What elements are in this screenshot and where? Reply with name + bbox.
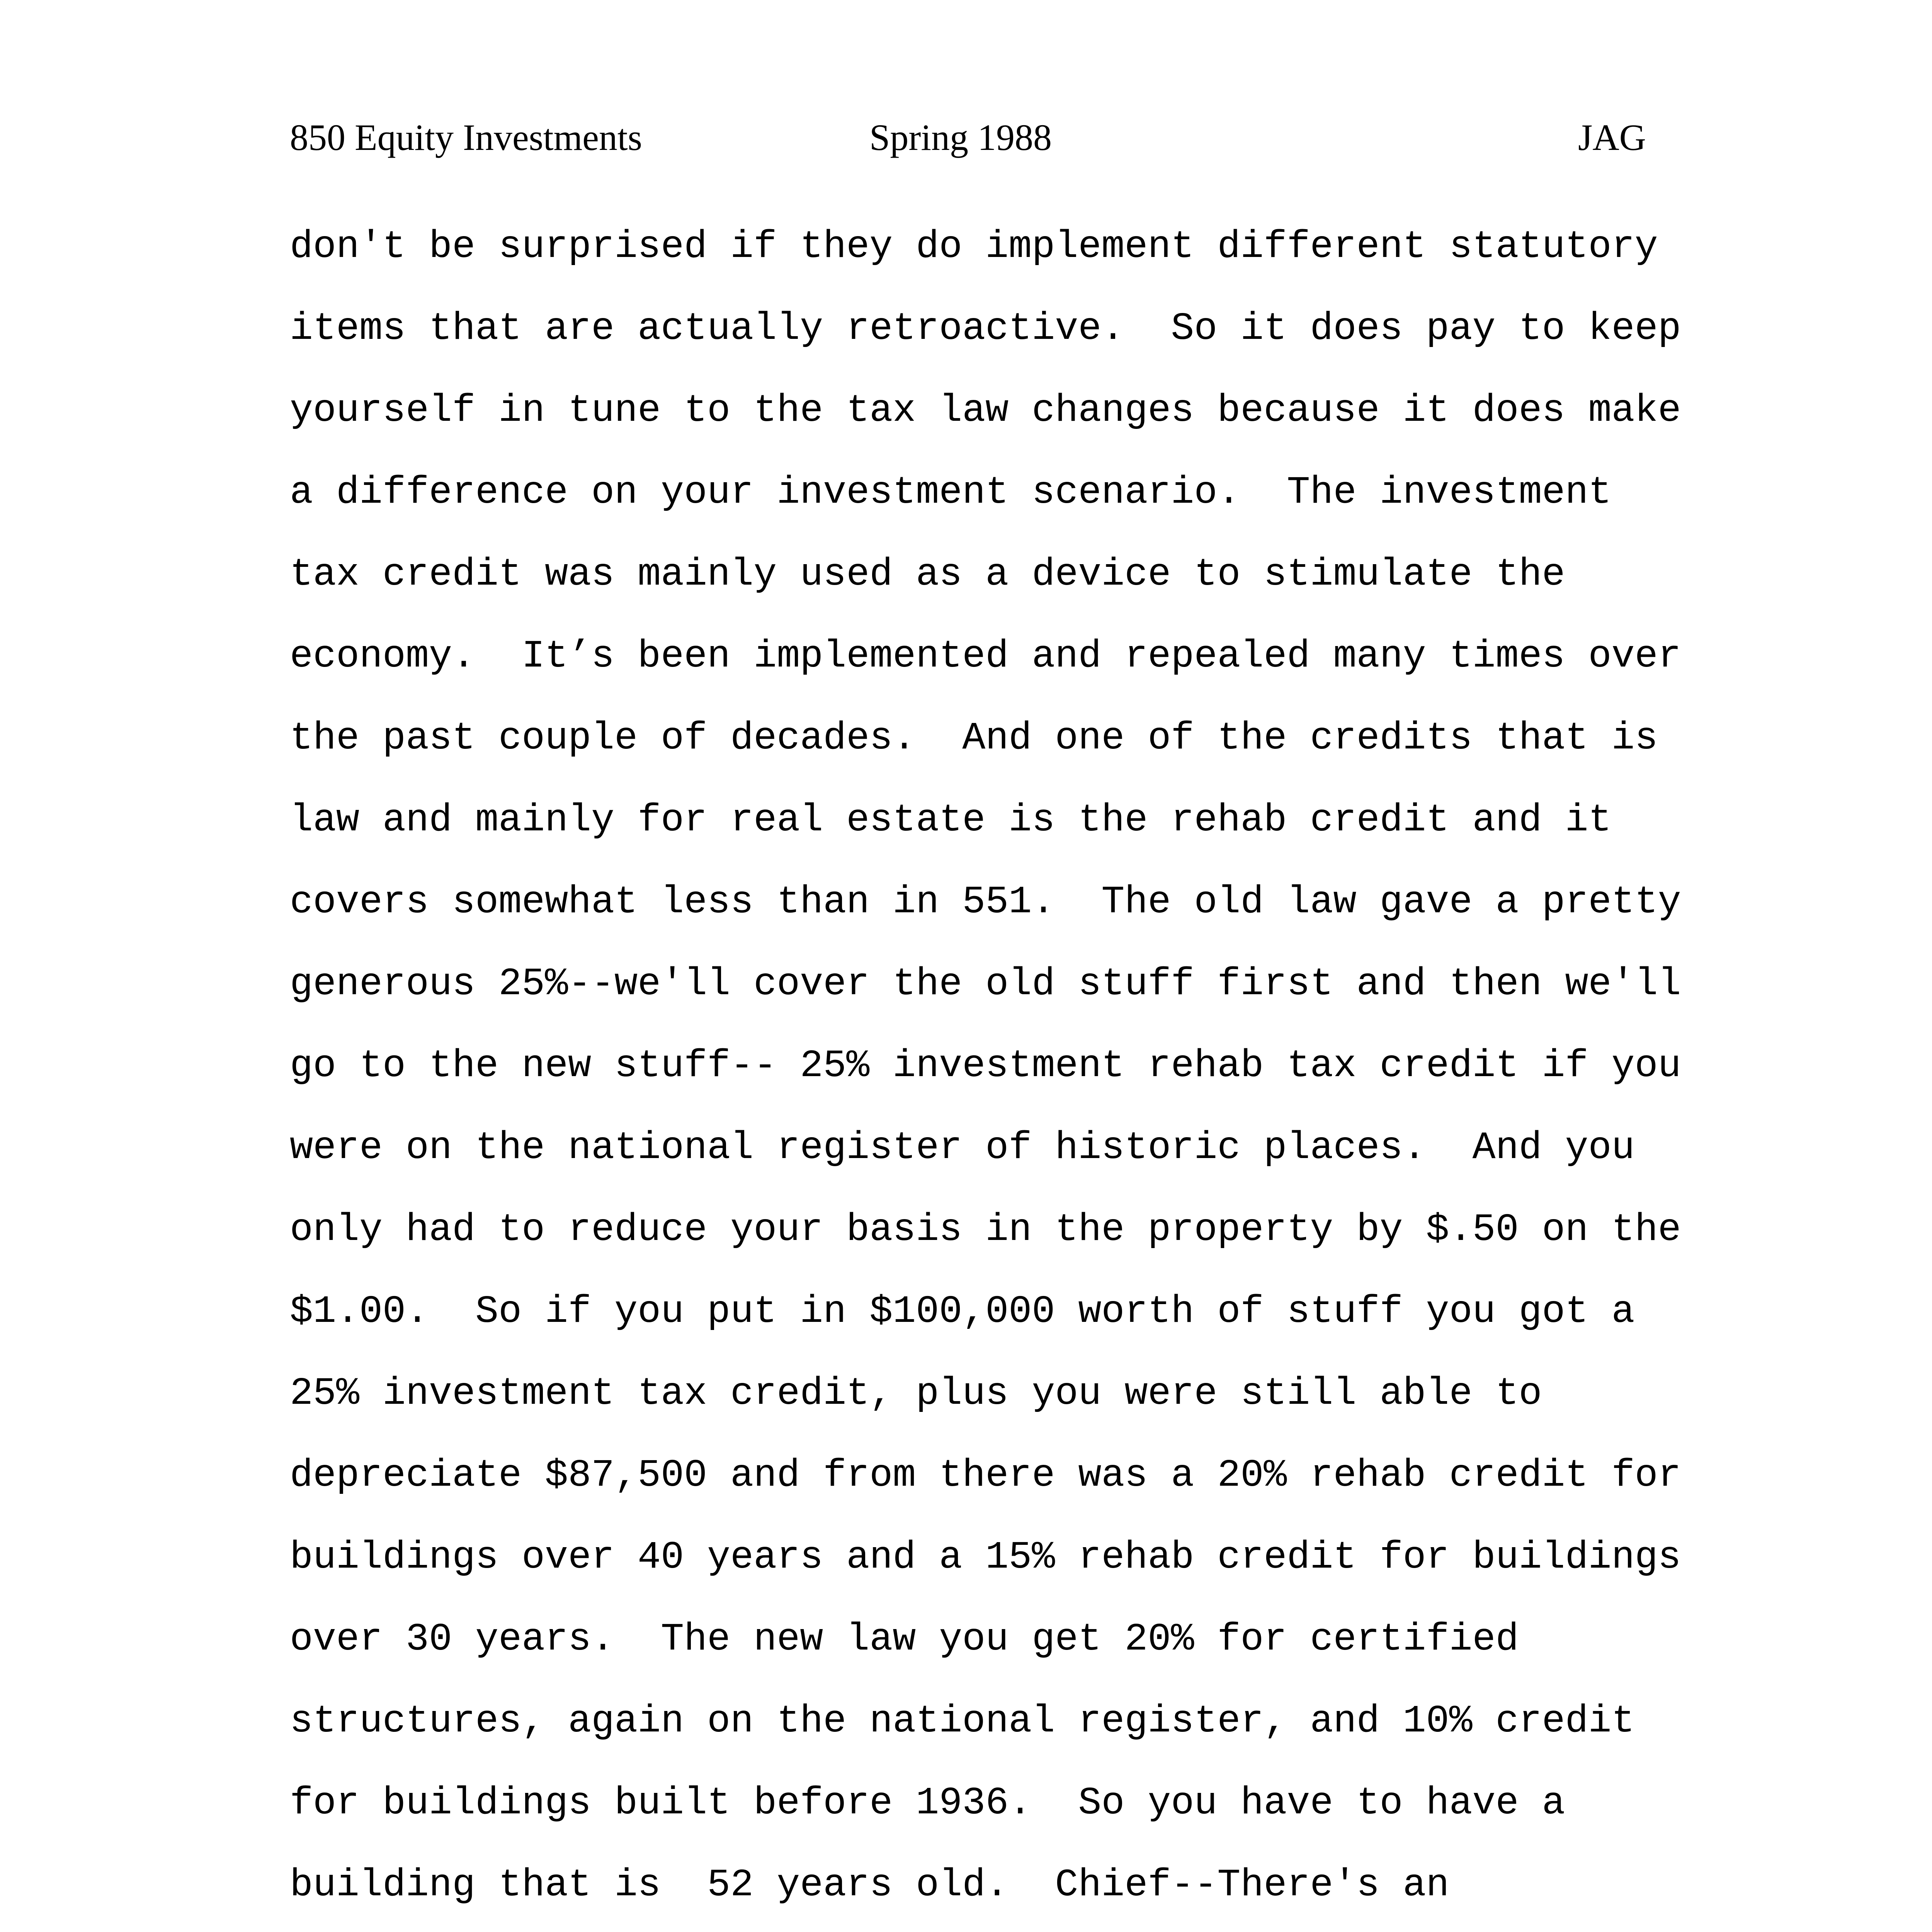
term-label: Spring 1988 [869,117,1052,158]
text-line: covers somewhat less than in 551. The old law gave a pretty [290,881,1681,924]
text-line: tax credit was mainly used as a device to stimulate the [290,553,1565,597]
author-initials: JAG [1578,117,1646,158]
text-line: were on the national register of historic places. And you [290,1126,1635,1170]
transcript-body [290,224,1700,1932]
text-line: go to the new stuff-- 25% investment rehab tax credit if you [290,1044,1681,1088]
text-line: structures, again on the national register, and 10% credit [290,1700,1635,1743]
text-line: building that is 52 years old. Chief--There's an [290,1864,1449,1907]
text-line: 25% investment tax credit, plus you were still able to [290,1372,1542,1416]
text-line: law and mainly for real estate is the rehab credit and it [290,799,1612,842]
text-line: buildings over 40 years and a 15% rehab credit for buildings [290,1536,1681,1580]
text-line: a difference on your investment scenario. The investment [290,471,1612,515]
text-line: yourself in tune to the tax law changes because it does make [290,389,1681,433]
course-title: 850 Equity Investments [290,117,642,158]
text-line: for buildings built before 1936. So you have to have a [290,1782,1565,1825]
text-line: depreciate $87,500 and from there was a 20% rehab credit for [290,1454,1681,1498]
page-header [290,116,1646,170]
text-line: only had to reduce your basis in the property by $.50 on the [290,1208,1681,1252]
text-line: generous 25%--we'll cover the old stuff first and then we'll [290,963,1681,1006]
text-line: economy. It’s been implemented and repealed many times over [290,635,1681,679]
text-line: items that are actually retroactive. So it does pay to keep [290,307,1681,351]
text-line: $1.00. So if you put in $100,000 worth of stuff you got a [290,1290,1635,1334]
text-line: the past couple of decades. And one of the credits that is [290,717,1658,760]
text-line: don't be surprised if they do implement different statutory [290,225,1658,269]
text-line: over 30 years. The new law you get 20% for certified [290,1618,1519,1662]
